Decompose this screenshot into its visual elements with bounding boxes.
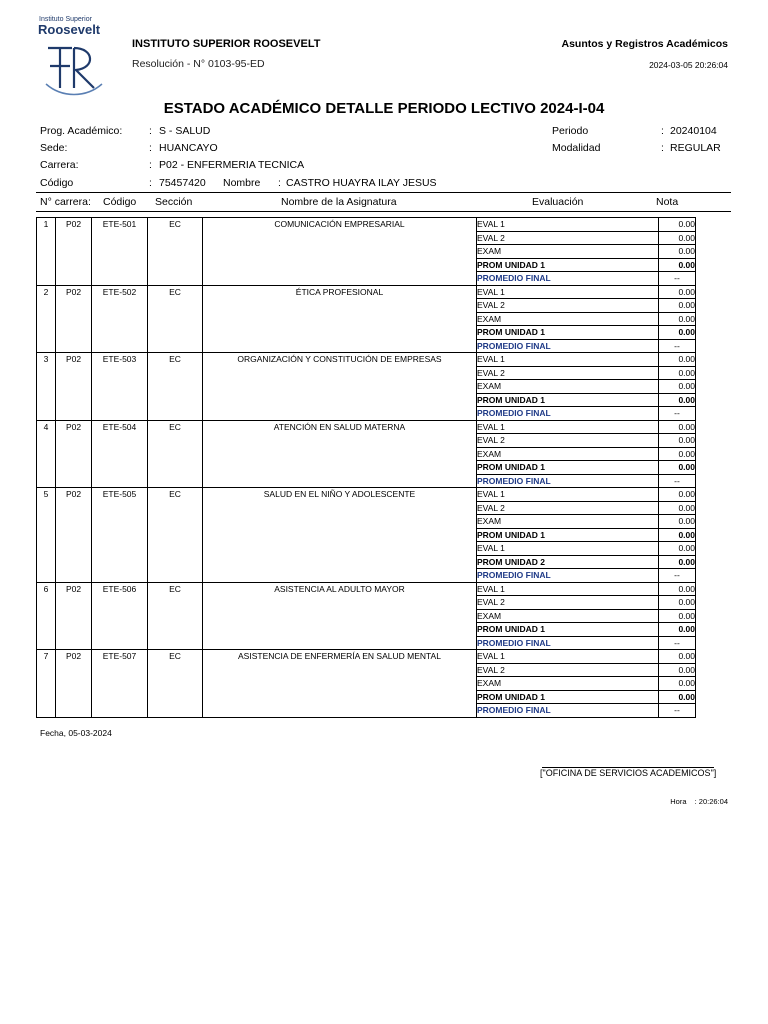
course-carrera: P02: [56, 218, 92, 286]
page-title: ESTADO ACADÉMICO DETALLE PERIODO LECTIVO 2024-I-04: [163, 100, 605, 117]
modalidad-value: REGULAR: [670, 142, 721, 154]
evaluation-label: EVAL 2: [477, 596, 659, 610]
grade-value: 0.00: [659, 299, 696, 313]
grade-value: --: [659, 474, 696, 488]
grade-value: --: [659, 636, 696, 650]
grade-value: 0.00: [659, 609, 696, 623]
grades-table: [36, 217, 696, 718]
course-carrera: P02: [56, 285, 92, 353]
course-section: EC: [148, 218, 203, 286]
course-carrera: P02: [56, 488, 92, 583]
evaluation-label: EXAM: [477, 447, 659, 461]
course-carrera: P02: [56, 353, 92, 421]
codigo-label: Código: [40, 177, 74, 189]
footer-date: Fecha, 05-03-2024: [40, 728, 112, 738]
evaluation-label: EVAL 1: [477, 420, 659, 434]
evaluation-label: EVAL 2: [477, 299, 659, 313]
col-nota: Nota: [656, 196, 679, 208]
grade-value: 0.00: [659, 515, 696, 529]
nombre-sep: :: [278, 177, 281, 189]
evaluation-label: PROMEDIO FINAL: [477, 636, 659, 650]
evaluation-label: EXAM: [477, 609, 659, 623]
grade-value: 0.00: [659, 596, 696, 610]
course-number: 3: [37, 353, 56, 421]
course-code: ETE-505: [92, 488, 148, 583]
nombre-value: CASTRO HUAYRA ILAY JESUS: [286, 177, 437, 189]
grade-value: 0.00: [659, 663, 696, 677]
course-name: ATENCIÓN EN SALUD MATERNA: [203, 420, 477, 488]
table-row: [37, 218, 696, 232]
course-name: ÉTICA PROFESIONAL: [203, 285, 477, 353]
col-evaluacion: Evaluación: [532, 196, 584, 208]
grade-value: 0.00: [659, 488, 696, 502]
table-row: [37, 353, 696, 367]
table-row: [37, 420, 696, 434]
codigo-sep: :: [149, 177, 152, 189]
evaluation-label: EXAM: [477, 677, 659, 691]
course-section: EC: [148, 488, 203, 583]
course-code: ETE-503: [92, 353, 148, 421]
carrera-label: Carrera:: [40, 159, 79, 171]
carrera-value: P02 - ENFERMERIA TECNICA: [159, 159, 305, 171]
evaluation-label: EVAL 1: [477, 542, 659, 556]
evaluation-label: PROM UNIDAD 1: [477, 690, 659, 704]
logo-emblem-icon: [42, 40, 106, 98]
table-row: [37, 582, 696, 596]
evaluation-label: EVAL 1: [477, 218, 659, 232]
course-code: ETE-507: [92, 650, 148, 718]
course-carrera: P02: [56, 420, 92, 488]
course-name: COMUNICACIÓN EMPRESARIAL: [203, 218, 477, 286]
grade-value: --: [659, 704, 696, 718]
evaluation-label: EVAL 1: [477, 285, 659, 299]
evaluation-label: EVAL 1: [477, 353, 659, 367]
course-name: ASISTENCIA AL ADULTO MAYOR: [203, 582, 477, 650]
grade-value: 0.00: [659, 690, 696, 704]
grade-value: 0.00: [659, 393, 696, 407]
course-carrera: P02: [56, 650, 92, 718]
grade-value: 0.00: [659, 258, 696, 272]
resolution-number: Resolución - N° 0103-95-ED: [132, 58, 265, 70]
grade-value: 0.00: [659, 434, 696, 448]
evaluation-label: PROMEDIO FINAL: [477, 704, 659, 718]
grade-value: --: [659, 272, 696, 286]
course-number: 2: [37, 285, 56, 353]
hora-label: Hora: [670, 797, 687, 806]
col-seccion: Sección: [155, 196, 193, 208]
grade-value: 0.00: [659, 312, 696, 326]
grade-value: 0.00: [659, 650, 696, 664]
evaluation-label: PROM UNIDAD 1: [477, 258, 659, 272]
course-number: 6: [37, 582, 56, 650]
grade-value: 0.00: [659, 380, 696, 394]
course-name: SALUD EN EL NIÑO Y ADOLESCENTE: [203, 488, 477, 583]
evaluation-label: PROM UNIDAD 1: [477, 461, 659, 475]
evaluation-label: PROMEDIO FINAL: [477, 569, 659, 583]
evaluation-label: EVAL 2: [477, 501, 659, 515]
course-section: EC: [148, 650, 203, 718]
prog-sep: :: [149, 125, 152, 137]
evaluation-label: PROMEDIO FINAL: [477, 474, 659, 488]
evaluation-label: EXAM: [477, 515, 659, 529]
evaluation-label: EVAL 1: [477, 488, 659, 502]
grade-value: 0.00: [659, 231, 696, 245]
evaluation-label: PROM UNIDAD 1: [477, 393, 659, 407]
course-name: ORGANIZACIÓN Y CONSTITUCIÓN DE EMPRESAS: [203, 353, 477, 421]
prog-value: S - SALUD: [159, 125, 211, 137]
grade-value: 0.00: [659, 542, 696, 556]
evaluation-label: PROMEDIO FINAL: [477, 339, 659, 353]
prog-label: Prog. Académico:: [40, 125, 123, 137]
codigo-value: 75457420: [159, 177, 206, 189]
grade-value: 0.00: [659, 677, 696, 691]
course-code: ETE-506: [92, 582, 148, 650]
course-code: ETE-501: [92, 218, 148, 286]
institute-logo: [36, 16, 108, 98]
grade-value: 0.00: [659, 582, 696, 596]
evaluation-label: EVAL 2: [477, 366, 659, 380]
periodo-label: Periodo: [552, 125, 589, 137]
evaluation-label: PROM UNIDAD 1: [477, 528, 659, 542]
grade-value: 0.00: [659, 623, 696, 637]
course-code: ETE-504: [92, 420, 148, 488]
sede-value: HUANCAYO: [159, 142, 218, 154]
col-ncarrera: N° carrera:: [40, 196, 91, 208]
institution-name: INSTITUTO SUPERIOR ROOSEVELT: [132, 38, 321, 50]
evaluation-label: EXAM: [477, 312, 659, 326]
sede-label: Sede:: [40, 142, 68, 154]
grade-value: 0.00: [659, 555, 696, 569]
grade-value: 0.00: [659, 501, 696, 515]
evaluation-label: PROMEDIO FINAL: [477, 407, 659, 421]
grade-value: 0.00: [659, 245, 696, 259]
grade-value: 0.00: [659, 447, 696, 461]
carrera-sep: :: [149, 159, 152, 171]
course-section: EC: [148, 420, 203, 488]
grade-value: 0.00: [659, 420, 696, 434]
evaluation-label: PROM UNIDAD 1: [477, 326, 659, 340]
periodo-value: 20240104: [670, 125, 717, 137]
evaluation-label: EVAL 2: [477, 434, 659, 448]
logo-subtitle: Instituto Superior: [39, 16, 92, 23]
table-row: [37, 488, 696, 502]
evaluation-label: PROM UNIDAD 2: [477, 555, 659, 569]
logo-name: Roosevelt: [38, 22, 101, 37]
grade-value: --: [659, 407, 696, 421]
modalidad-label: Modalidad: [552, 142, 601, 154]
course-number: 7: [37, 650, 56, 718]
grade-value: 0.00: [659, 353, 696, 367]
course-number: 5: [37, 488, 56, 583]
evaluation-label: EXAM: [477, 380, 659, 394]
grade-value: 0.00: [659, 218, 696, 232]
grade-value: 0.00: [659, 326, 696, 340]
course-number: 1: [37, 218, 56, 286]
report-datetime: 2024-03-05 20:26:04: [649, 60, 728, 70]
grade-value: 0.00: [659, 285, 696, 299]
course-code: ETE-502: [92, 285, 148, 353]
nombre-label: Nombre: [223, 177, 261, 189]
hora-value: : 20:26:04: [694, 797, 728, 806]
course-number: 4: [37, 420, 56, 488]
header-top-rule: [36, 192, 731, 193]
signature-office: ["OFICINA DE SERVICIOS ACADEMICOS"]: [540, 768, 717, 778]
header-bottom-rule: [36, 211, 731, 212]
grade-value: --: [659, 339, 696, 353]
evaluation-label: EVAL 1: [477, 582, 659, 596]
grade-value: 0.00: [659, 366, 696, 380]
grade-value: --: [659, 569, 696, 583]
course-carrera: P02: [56, 582, 92, 650]
evaluation-label: EVAL 2: [477, 231, 659, 245]
course-section: EC: [148, 582, 203, 650]
col-codigo: Código: [103, 196, 137, 208]
table-row: [37, 285, 696, 299]
table-row: [37, 650, 696, 664]
grade-value: 0.00: [659, 461, 696, 475]
evaluation-label: PROMEDIO FINAL: [477, 272, 659, 286]
sede-sep: :: [149, 142, 152, 154]
periodo-sep: :: [661, 125, 664, 137]
course-section: EC: [148, 353, 203, 421]
footer-time: [670, 797, 728, 806]
office-name: Asuntos y Registros Académicos: [561, 38, 728, 50]
col-asignatura: Nombre de la Asignatura: [281, 196, 397, 208]
evaluation-label: EXAM: [477, 245, 659, 259]
modalidad-sep: :: [661, 142, 664, 154]
course-section: EC: [148, 285, 203, 353]
evaluation-label: EVAL 2: [477, 663, 659, 677]
grade-value: 0.00: [659, 528, 696, 542]
course-name: ASISTENCIA DE ENFERMERÍA EN SALUD MENTAL: [203, 650, 477, 718]
evaluation-label: EVAL 1: [477, 650, 659, 664]
evaluation-label: PROM UNIDAD 1: [477, 623, 659, 637]
